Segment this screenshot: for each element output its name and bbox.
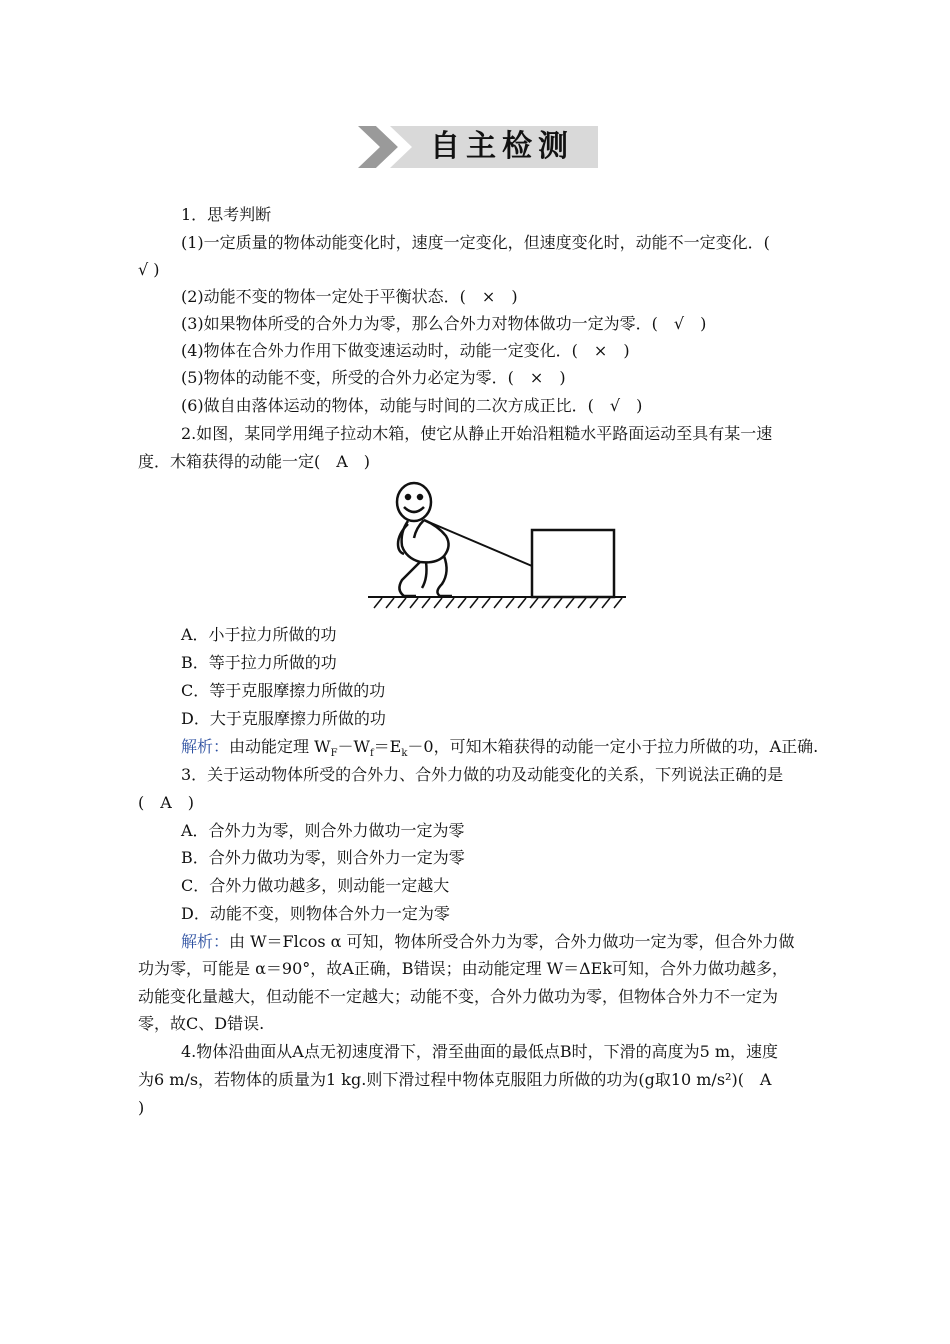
q2-analysis-sub-f2: f: [369, 748, 374, 760]
stick-person: [397, 483, 452, 596]
q3-option-d: D．动能不变，则物体合外力一定为零: [181, 904, 450, 923]
q1-item-6: (6)做自由落体运动的物体，动能与时间的二次方成正比．( √ ): [181, 396, 643, 415]
q3-analysis-text-1: 由 W＝Flcos α 可知，物体所受合外力为零，合外力做功一定为零，但合外力做: [229, 932, 795, 951]
q3-option-a: A．合外力为零，则合外力做功一定为零: [181, 821, 465, 840]
person-pulling-box-drawing: [364, 480, 630, 610]
q2-option-d: D．大于克服摩擦力所做的功: [181, 709, 386, 728]
pulling-box-figure: [364, 480, 630, 610]
q3-analysis-line-2: 功为零，可能是 α＝90°，故A正确，B错误；由动能定理 W＝ΔEk可知，合外力做功越多，: [138, 959, 789, 978]
q2-option-c: C．等于克服摩擦力所做的功: [181, 681, 386, 700]
q4-stem-line-3: ): [138, 1098, 145, 1117]
q2-analysis: [181, 736, 818, 758]
q2-analysis-sub-f: F: [330, 748, 338, 760]
q3-stem-line-2: ( A ): [138, 793, 195, 812]
q2-analysis-text-2: －W: [337, 737, 370, 756]
q2-analysis-label: 解析：: [181, 737, 230, 756]
q4-stem-line-1: 4.物体沿曲面从A点无初速度滑下，滑至曲面的最低点B时，下滑的高度为5 m，速度: [181, 1042, 779, 1061]
q2-analysis-text-1: 由动能定理 W: [229, 737, 331, 756]
q3-stem-line-1: 3．关于运动物体所受的合外力、合外力做的功及动能变化的关系，下列说法正确的是: [181, 765, 784, 784]
q1-item-2: (2)动能不变的物体一定处于平衡状态．( × ): [181, 287, 518, 306]
q1-item-5: (5)物体的动能不变，所受的合外力必定为零．( × ): [181, 368, 566, 387]
q1-item-3: (3)如果物体所受的合外力为零，那么合外力对物体做功一定为零．( √ ): [181, 314, 707, 333]
q3-option-b: B．合外力做功为零，则合外力一定为零: [181, 848, 465, 867]
q3-analysis-line-3: 动能变化量越大，但动能不一定越大；动能不变，合外力做功为零，但物体合外力不一定为: [138, 987, 779, 1006]
q1-item-1-answer: √ ): [138, 260, 160, 279]
q2-analysis-text-3: ＝E: [373, 737, 402, 756]
q2-option-a: A．小于拉力所做的功: [181, 625, 337, 644]
wooden-box: [532, 530, 614, 597]
section-title: 自主检测: [430, 129, 574, 164]
q1-item-1: (1)一定质量的物体动能变化时，速度一定变化，但速度变化时，动能不一定变化．(: [181, 233, 770, 252]
q3-analysis-label: 解析：: [181, 932, 230, 951]
q4-stem-line-2: 为6 m/s，若物体的质量为1 kg.则下滑过程中物体克服阻力所做的功为(g取10 m/s²)( A: [138, 1070, 772, 1089]
q2-stem-line-2: 度．木箱获得的动能一定( A ): [138, 452, 371, 471]
q2-stem-line-1: 2.如图，某同学用绳子拉动木箱，使它从静止开始沿粗糙水平路面运动至具有某一速: [181, 424, 773, 443]
q3-option-c: C．合外力做功越多，则动能一定越大: [181, 876, 450, 895]
section-banner: [354, 124, 598, 170]
q1-item-4: (4)物体在合外力作用下做变速运动时，动能一定变化．( × ): [181, 341, 630, 360]
q1-heading: 1．思考判断: [181, 205, 272, 224]
q2-analysis-text-4: －0，可知木箱获得的动能一定小于拉力所做的功，A正确.: [407, 737, 819, 756]
q3-analysis-line-1: [181, 931, 795, 953]
q2-option-b: B．等于拉力所做的功: [181, 653, 337, 672]
q3-analysis-line-4: 零，故C、D错误.: [138, 1014, 265, 1033]
q2-analysis-sub-k: k: [401, 748, 408, 760]
